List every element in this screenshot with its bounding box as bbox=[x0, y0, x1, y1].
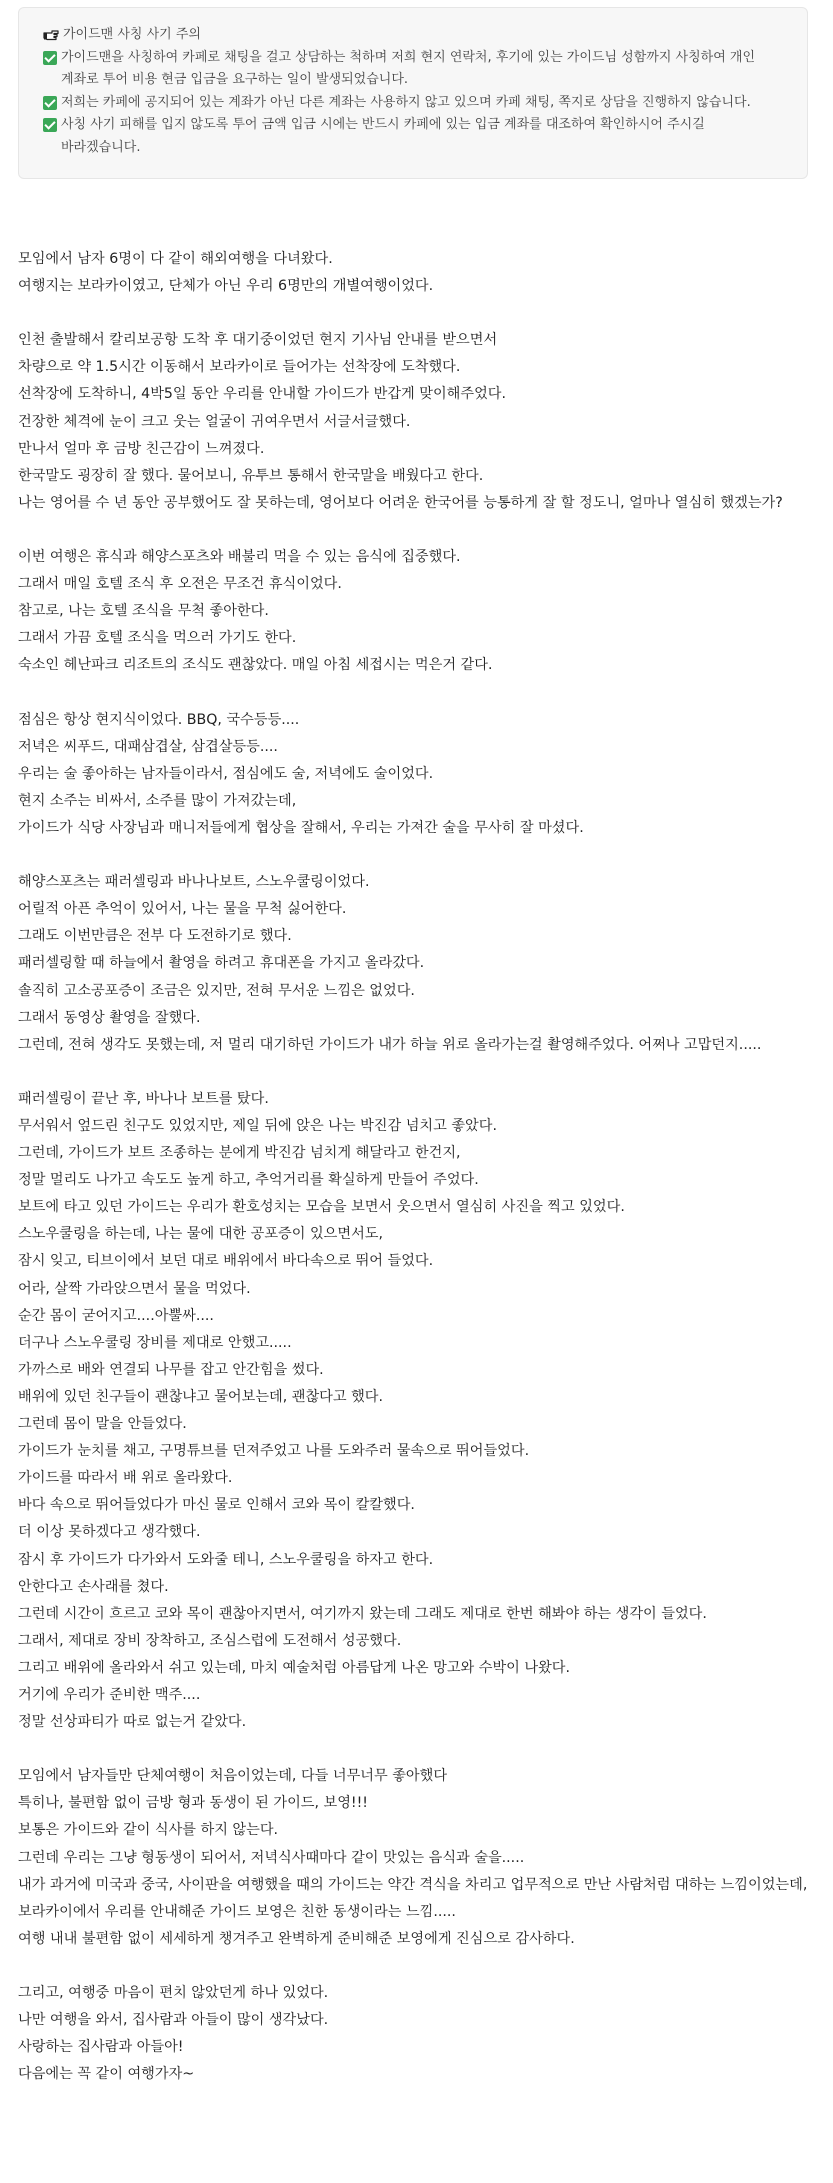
green-check-icon bbox=[43, 118, 57, 132]
article-line: 그래서 가끔 호텔 조식을 먹으러 가기도 한다. bbox=[18, 630, 297, 647]
article-line: 순간 몸이 굳어지고....아뿔싸.... bbox=[18, 1307, 214, 1324]
article-paragraph bbox=[18, 544, 818, 679]
article-line: 정말 선상파티가 따로 없는거 같았다. bbox=[18, 1714, 247, 1731]
article-line: 가이드를 따라서 배 위로 올라왔다. bbox=[18, 1470, 233, 1487]
article-line: 그런데, 전혀 생각도 못했는데, 저 멀리 대기하던 가이드가 내가 하늘 위로 올라가는걸 촬영해주었다. 어쩌나 고맙던지..... bbox=[18, 1036, 762, 1053]
article-line: 그런데 시간이 흐르고 코와 목이 괜찮아지면서, 여기까지 왔는데 그래도 제대로 한번 해봐야 하는 생각이 들었다. bbox=[18, 1605, 707, 1622]
article-line: 그런데 우리는 그냥 형동생이 되어서, 저녁식사때마다 같이 맛있는 음식과 술을..... bbox=[18, 1849, 525, 1866]
article-line: 잠시 후 가이드가 다가와서 도와줄 테니, 스노우쿨링을 하자고 한다. bbox=[18, 1551, 434, 1568]
article-line: 바다 속으로 뛰어들었다가 마신 물로 인해서 코와 목이 칼칼했다. bbox=[18, 1497, 415, 1514]
article-line: 그런데 몸이 말을 안들었다. bbox=[18, 1416, 187, 1433]
notice-item bbox=[43, 114, 787, 159]
green-check-icon bbox=[43, 96, 57, 110]
article-line: 안한다고 손사래를 쳤다. bbox=[18, 1578, 169, 1595]
article-line: 보라카이에서 우리를 안내해준 가이드 보영은 친한 동생이라는 느낌..... bbox=[18, 1903, 456, 1920]
article-line: 차량으로 약 1.5시간 이동해서 보라카이로 들어가는 선착장에 도착했다. bbox=[18, 359, 461, 376]
article-line: 인천 출발해서 칼리보공항 도착 후 대기중이었던 현지 기사님 안내를 받으면서 bbox=[18, 332, 498, 349]
notice-item-text: 사칭 사기 피해를 입지 않도록 투어 금액 입금 시에는 반드시 카페에 있는 입금 계좌를 대조하여 확인하시어 주시길 바라겠습니다. bbox=[61, 117, 705, 155]
article-line: 그리고 배위에 올라와서 쉬고 있는데, 마치 예술처럼 아름답게 나온 망고와 수박이 나왔다. bbox=[18, 1659, 571, 1676]
article-paragraph bbox=[18, 869, 818, 1059]
notice-item-text: 저희는 카페에 공지되어 있는 계좌가 아닌 다른 계좌는 사용하지 않고 있으며 카페 채팅, 쪽지로 상담을 진행하지 않습니다. bbox=[61, 94, 751, 110]
green-check-icon bbox=[43, 51, 57, 65]
article-line: 잠시 잊고, 티브이에서 보던 대로 배위에서 바다속으로 뛰어 들었다. bbox=[18, 1253, 434, 1270]
article-line: 만나서 얼마 후 금방 친근감이 느껴졌다. bbox=[18, 440, 265, 457]
article-line: 거기에 우리가 준비한 맥주.... bbox=[18, 1686, 201, 1703]
pointing-hand-icon bbox=[43, 29, 59, 41]
article-line: 그래서, 제대로 장비 장착하고, 조심스럽에 도전해서 성공했다. bbox=[18, 1632, 402, 1649]
article-line: 가이드가 식당 사장님과 매니저들에게 협상을 잘해서, 우리는 가져간 술을 무사히 잘 마셨다. bbox=[18, 819, 584, 836]
article-line: 내가 과거에 미국과 중국, 사이판을 여행했을 때의 가이드는 약간 격식을 차리고 업무적으로 만난 사람처럼 대하는 느낌이었는데, bbox=[18, 1876, 808, 1893]
article-line: 배위에 있던 친구들이 괜찮냐고 물어보는데, 괜찮다고 했다. bbox=[18, 1388, 384, 1405]
article-line: 그리고, 여행중 마음이 편치 않았던게 하나 있었다. bbox=[18, 1985, 329, 2001]
article-line: 건장한 체격에 눈이 크고 웃는 얼굴이 귀여우면서 서글서글했다. bbox=[18, 413, 411, 430]
article-line: 더 이상 못하겠다고 생각했다. bbox=[18, 1524, 201, 1541]
article-line: 점심은 항상 현지식이었다. BBQ, 국수등등.... bbox=[18, 711, 300, 728]
article-line: 패러셀링이 끝난 후, 바나나 보트를 탔다. bbox=[18, 1090, 269, 1107]
article-line: 보트에 타고 있던 가이드는 우리가 환호성치는 모습을 보면서 웃으면서 열심히 사진을 찍고 있었다. bbox=[18, 1199, 625, 1216]
article-paragraph bbox=[18, 1763, 818, 1953]
notice-header bbox=[43, 24, 787, 47]
article-line: 어릴적 아픈 추억이 있어서, 나는 물을 무척 싫어한다. bbox=[18, 901, 347, 918]
article-paragraph bbox=[18, 327, 818, 517]
article-line: 그래도 이번만큼은 전부 다 도전하기로 했다. bbox=[18, 928, 292, 945]
article-line: 다음에는 꼭 같이 여행가자~ bbox=[18, 2066, 195, 2083]
article-line: 이번 여행은 휴식과 해양스포츠와 배불리 먹을 수 있는 음식에 집중했다. bbox=[18, 549, 461, 566]
notice-title: 가이드맨 사칭 사기 주의 bbox=[63, 27, 201, 42]
article-line: 무서워서 엎드린 친구도 있었지만, 제일 뒤에 앉은 나는 박진감 넘치고 좋았다. bbox=[18, 1118, 497, 1134]
notice-item bbox=[43, 47, 787, 92]
article-line: 모임에서 남자 6명이 다 같이 해외여행을 다녀왔다. bbox=[18, 251, 333, 267]
article-line: 가까스로 배와 연결되 나무를 잡고 안간힘을 썼다. bbox=[18, 1361, 324, 1378]
article-line: 한국말도 굉장히 잘 했다. 물어보니, 유투브 통해서 한국말을 배웠다고 한다. bbox=[18, 467, 484, 484]
article-body bbox=[18, 246, 818, 2115]
article-line: 어라, 살짝 가라앉으면서 물을 먹었다. bbox=[18, 1280, 251, 1297]
article-line: 패러셀링할 때 하늘에서 촬영을 하려고 휴대폰을 가지고 올라갔다. bbox=[18, 955, 425, 972]
article-line: 그런데, 가이드가 보트 조종하는 분에게 박진감 넘치게 해달라고 한건지, bbox=[18, 1145, 461, 1162]
article-line: 해양스포츠는 패러셀링과 바나나보트, 스노우쿨링이었다. bbox=[18, 874, 370, 891]
article-paragraph bbox=[18, 246, 818, 300]
article-line: 여행지는 보라카이였고, 단체가 아닌 우리 6명만의 개별여행이었다. bbox=[18, 278, 434, 295]
article-line: 솔직히 고소공포증이 조금은 있지만, 전혀 무서운 느낌은 없었다. bbox=[18, 982, 415, 999]
article-line: 사랑하는 집사람과 아들아! bbox=[18, 2039, 184, 2056]
article-line: 저녁은 씨푸드, 대패삼겹살, 삼겹살등등.... bbox=[18, 738, 278, 755]
notice-item-text: 가이드맨을 사칭하여 카페로 채팅을 걸고 상담하는 척하며 저희 현지 연락처, 후기에 있는 가이드님 성함까지 사칭하여 개인 계좌로 투어 비용 현금 입금을 요구하는 일이 발생되었습니다. bbox=[61, 49, 756, 88]
article-paragraph bbox=[18, 1980, 818, 2088]
article-line: 특히나, 불편함 없이 금방 형과 동생이 된 가이드, 보영!!! bbox=[18, 1795, 368, 1812]
article-line: 보통은 가이드와 같이 식사를 하지 않는다. bbox=[18, 1822, 279, 1839]
article-line: 스노우쿨링을 하는데, 나는 물에 대한 공포증이 있으면서도, bbox=[18, 1226, 384, 1243]
article-line: 가이드가 눈치를 채고, 구명튜브를 던져주었고 나를 도와주러 물속으로 뛰어들었다. bbox=[18, 1443, 530, 1460]
article-paragraph bbox=[18, 707, 818, 842]
article-line: 우리는 술 좋아하는 남자들이라서, 점심에도 술, 저녁에도 술이었다. bbox=[18, 765, 434, 782]
article-line: 더구나 스노우쿨링 장비를 제대로 안했고..... bbox=[18, 1334, 292, 1351]
article-line: 여행 내내 불편함 없이 세세하게 챙겨주고 완벽하게 준비해준 보영에게 진심으로 감사하다. bbox=[18, 1930, 575, 1947]
article-line: 정말 멀리도 나가고 속도도 높게 하고, 추억거리를 확실하게 만들어 주었다. bbox=[18, 1172, 479, 1189]
article-line: 현지 소주는 비싸서, 소주를 많이 가져갔는데, bbox=[18, 792, 297, 809]
article-line: 그래서 동영상 촬영을 잘했다. bbox=[18, 1009, 201, 1026]
scam-warning-notice bbox=[18, 7, 808, 179]
article-line: 나만 여행을 와서, 집사람과 아들이 많이 생각났다. bbox=[18, 2012, 329, 2029]
article-line: 숙소인 헤난파크 리조트의 조식도 괜찮았다. 매일 아침 세접시는 먹은거 같다. bbox=[18, 657, 493, 674]
article-line: 그래서 매일 호텔 조식 후 오전은 무조건 휴식이었다. bbox=[18, 576, 342, 593]
article-line: 나는 영어를 수 년 동안 공부했어도 잘 못하는데, 영어보다 어려운 한국어를 능통하게 잘 할 정도니, 얼마나 열심히 했겠는가? bbox=[18, 494, 783, 511]
article-paragraph bbox=[18, 1086, 818, 1736]
article-line: 선착장에 도착하니, 4박5일 동안 우리를 안내할 가이드가 반갑게 맞이해주었다. bbox=[18, 386, 507, 403]
article-line: 모임에서 남자들만 단체여행이 처음이었는데, 다들 너무너무 좋아했다 bbox=[18, 1768, 448, 1785]
article-line: 참고로, 나는 호텔 조식을 무척 좋아한다. bbox=[18, 603, 269, 620]
notice-item bbox=[43, 92, 787, 115]
